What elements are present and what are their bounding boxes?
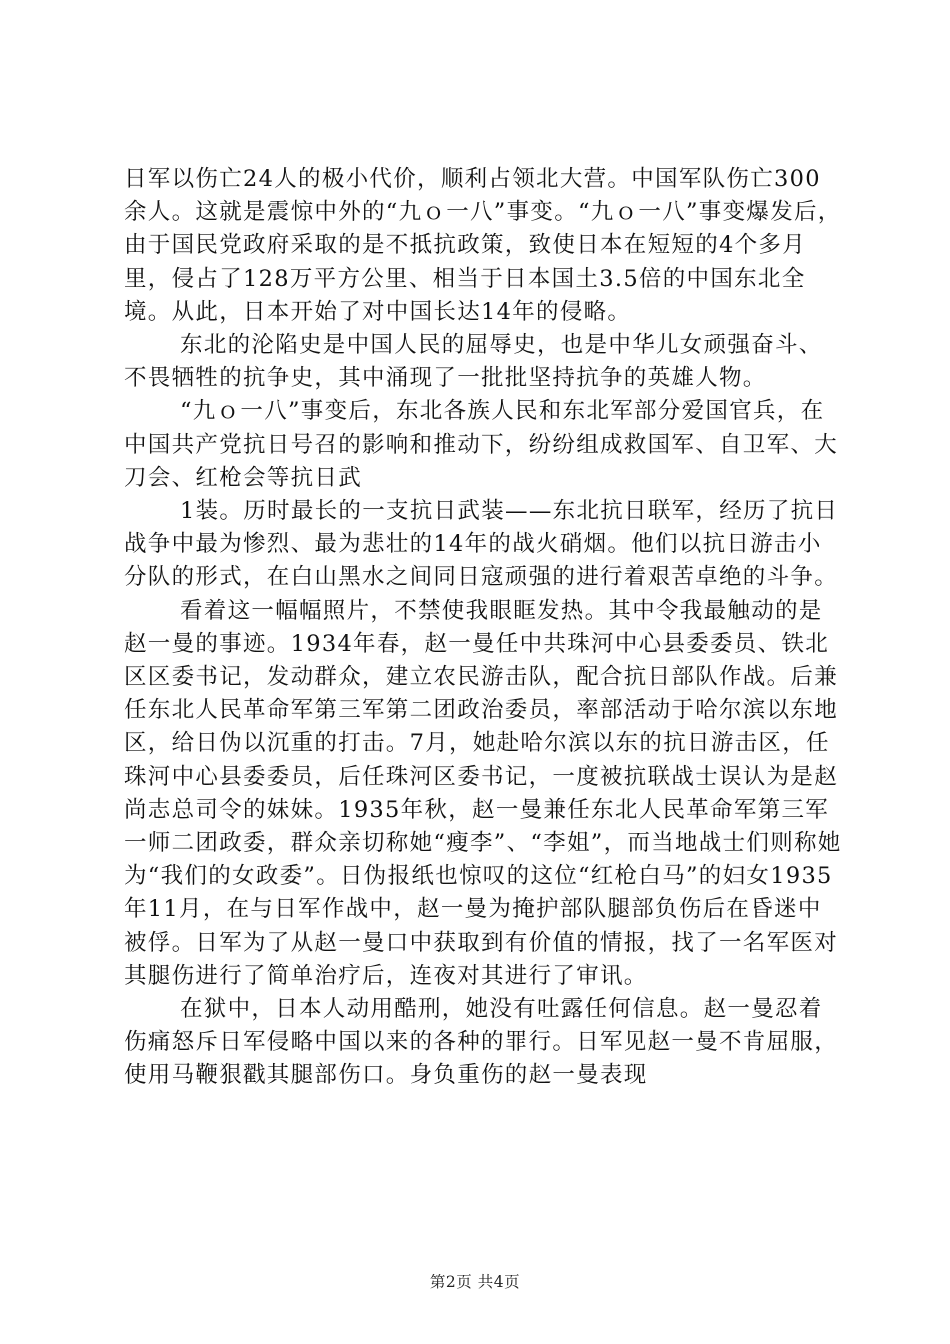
paragraph-4: 1装。历时最长的一支抗日武装——东北抗日联军，经历了抗日战争中最为惨烈、最为悲壮的14年的战火硝烟。他们以抗日游击小分队的形式，在白山黑水之间同日寇顽强的进行着艰苦卓绝的斗争。 bbox=[124, 498, 839, 591]
paragraph-5: 看着这一幅幅照片，不禁使我眼眶发热。其中令我最触动的是赵一曼的事迹。1934年春，赵一曼任中共珠河中心县委委员、铁北区区委书记，发动群众，建立农民游击队，配合抗日部队作战。后兼任东北人民革命军第三军第二团政治委员，率部活动于哈尔滨以东地区，给日伪以沉重的打击。7月，她赴哈尔滨以东的抗日游击区，任珠河中心县委委员，后任珠河区委书记，一度被抗联战士误认为是赵尚志总司令的妹妹。1935年秋，赵一曼兼任东北人民革命军第三军一师二团政委，群众亲切称她“瘦李”、“李姐”，而当地战士们则称她为“我们的女政委”。日伪报纸也惊叹的这位“红枪白马”的妇女1935年11月，在与日军作战中，赵一曼为掩护部队腿部负伤后在昏迷中被俘。日军为了从赵一曼口中获取到有价值的情报，找了一名军医对其腿伤进行了简单治疗后，连夜对其进行了审讯。 bbox=[124, 597, 842, 989]
document-body bbox=[124, 163, 844, 1093]
page-footer: 第2页 共4页 bbox=[429, 1273, 521, 1291]
paragraph-3: “九ｏ一八”事变后，东北各族人民和东北军部分爱国官兵，在中国共产党抗日号召的影响和推动下，纷纷组成救国军、自卫军、大刀会、红枪会等抗日武 bbox=[124, 398, 839, 491]
paragraph-2: 东北的沦陷史是中国人民的屈辱史，也是中华儿女顽强奋斗、不畏牺牲的抗争史，其中涌现了一批批坚持抗争的英雄人物。 bbox=[124, 332, 823, 392]
paragraph-6: 在狱中，日本人动用酷刑，她没有吐露任何信息。赵一曼忍着伤痛怒斥日军侵略中国以来的各种的罪行。日军见赵一曼不肯屈服，使用马鞭狠戳其腿部伤口。身负重伤的赵一曼表现 bbox=[124, 996, 839, 1089]
paragraph-1: 日军以伤亡24人的极小代价，顺利占领北大营。中国军队伤亡300余人。这就是震惊中外的“九ｏ一八”事变。“九ｏ一八”事变爆发后，由于国民党政府采取的是不抵抗政策，致使日本在短短的4个多月里，侵占了128万平方公里、相当于日本国土3.5倍的中国东北全境。从此，日本开始了对中国长达14年的侵略。 bbox=[124, 166, 842, 325]
